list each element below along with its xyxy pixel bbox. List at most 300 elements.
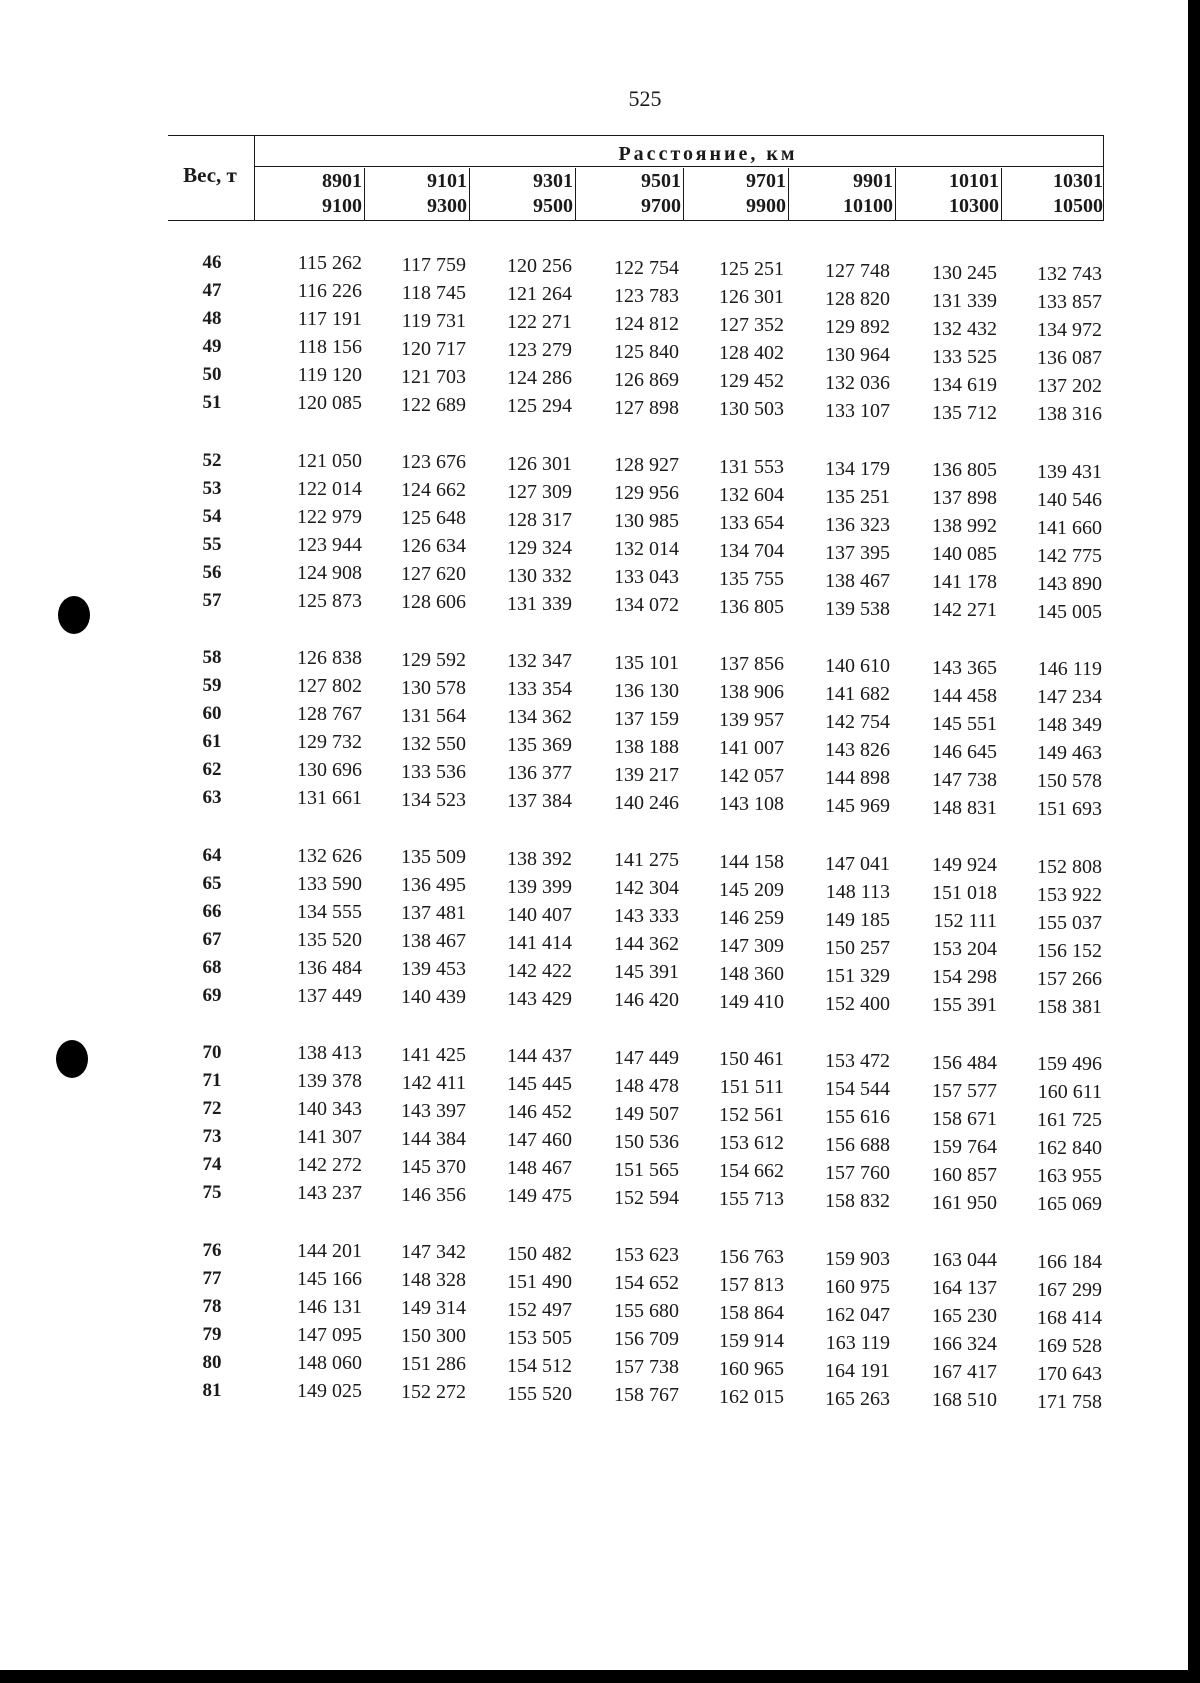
rate-cell: 118 745 [401,281,466,304]
rate-cell: 150 300 [401,1325,466,1348]
rate-cell: 149 463 [1037,742,1102,765]
rate-cell: 153 922 [1037,883,1102,906]
rate-cell: 140 343 [297,1098,362,1120]
weight-cell: 67 [202,928,222,950]
rate-cell: 136 805 [932,459,997,482]
range-from: 9501 [641,170,681,192]
rate-cell: 129 592 [401,648,466,671]
rate-cell: 155 391 [932,994,997,1017]
rate-cell: 150 578 [1037,770,1102,793]
rate-cell: 124 662 [401,479,466,502]
rate-cell: 148 328 [401,1269,466,1292]
rate-cell: 115 262 [297,252,362,274]
table-row [0,1323,1188,1357]
rate-cell: 134 555 [297,900,362,923]
rate-cell: 128 317 [507,508,572,531]
rate-cell: 147 342 [401,1241,466,1264]
range-from: 9701 [746,170,786,192]
weight-cell: 69 [202,984,222,1006]
rate-cell: 138 467 [825,569,890,592]
rate-cell: 134 704 [719,539,784,562]
rate-cell: 135 509 [401,846,466,869]
rate-cell: 153 472 [825,1050,890,1072]
table-row [0,1182,1188,1216]
page-number: 525 [628,86,662,111]
rate-cell: 117 759 [401,253,466,276]
rate-cell: 159 903 [825,1247,890,1270]
rate-cell: 136 087 [1037,347,1102,370]
table-row [0,1267,1188,1301]
rate-cell: 149 924 [932,854,997,877]
rate-cell: 122 271 [507,311,572,334]
rate-cell: 129 452 [719,370,784,393]
rate-cell: 138 316 [1037,403,1102,426]
rate-cell: 139 538 [825,597,890,620]
weight-cell: 54 [202,505,222,527]
rate-cell: 133 354 [507,678,572,701]
weight-cell: 77 [202,1267,222,1289]
rate-cell: 145 005 [1037,600,1102,623]
rate-cell: 143 397 [401,1099,466,1122]
rate-cell: 162 047 [825,1303,890,1326]
rate-cell: 144 458 [932,684,997,707]
weight-cell: 46 [202,252,222,273]
rate-cell: 139 217 [614,763,679,786]
rate-cell: 154 544 [825,1078,890,1100]
weight-cell: 61 [202,731,222,752]
rate-cell: 142 775 [1037,544,1102,567]
rate-cell: 152 272 [401,1381,466,1404]
rate-cell: 143 108 [719,793,784,816]
rate-cell: 158 864 [719,1301,784,1324]
rate-cell: 147 095 [297,1323,362,1346]
weight-cell: 73 [202,1126,222,1147]
table-row [0,1295,1188,1329]
table-row [0,252,1188,286]
rate-cell: 144 384 [401,1127,466,1150]
table-row [0,1154,1188,1188]
rate-cell: 133 043 [614,566,679,589]
rate-cell: 145 969 [825,795,890,817]
rate-cell: 150 536 [614,1130,679,1153]
rate-cell: 135 520 [297,928,362,951]
rate-cell: 167 417 [932,1361,997,1384]
rate-cell: 127 309 [507,480,572,503]
rate-cell: 126 301 [719,286,784,309]
rate-cell: 142 304 [614,877,679,900]
rate-cell: 144 201 [297,1239,362,1262]
rate-cell: 151 329 [825,964,890,987]
rate-cell: 142 271 [932,599,997,622]
rate-cell: 147 738 [932,768,997,791]
rate-cell: 118 156 [297,336,362,358]
rate-cell: 128 402 [719,342,784,365]
rate-cell: 154 662 [719,1160,784,1183]
rate-cell: 127 620 [401,563,466,586]
range-to: 9100 [322,195,362,217]
rate-cell: 123 944 [297,533,362,556]
rate-cell: 145 209 [719,878,784,901]
weight-cell: 53 [202,477,222,499]
table-row [0,364,1188,398]
rate-cell: 161 950 [932,1191,997,1214]
weight-cell: 50 [202,364,222,385]
rate-cell: 122 754 [614,256,679,279]
range-from: 8901 [322,170,362,192]
rate-cell: 131 564 [401,704,466,727]
rate-cell: 132 036 [825,372,890,394]
rate-cell: 135 712 [932,401,997,424]
table-row [0,477,1188,511]
rate-cell: 151 693 [1037,798,1102,821]
rate-cell: 148 831 [932,796,997,819]
rate-cell: 162 840 [1037,1137,1102,1160]
rate-cell: 129 324 [507,536,572,559]
rate-cell: 121 703 [401,365,466,388]
table-row [0,1351,1188,1385]
weight-cell: 76 [202,1239,222,1261]
rate-cell: 136 130 [614,679,679,702]
rate-cell: 144 437 [507,1045,572,1068]
rate-cell: 126 838 [297,647,362,669]
rate-cell: 131 553 [719,455,784,478]
rate-cell: 135 101 [614,651,679,674]
rate-cell: 152 594 [614,1186,679,1209]
rate-cell: 137 898 [932,487,997,510]
weight-cell: 79 [202,1323,222,1345]
rate-cell: 148 360 [719,962,784,985]
rate-cell: 148 349 [1037,714,1102,737]
weight-cell: 63 [202,787,222,808]
rate-cell: 139 378 [297,1070,362,1092]
rate-cell: 157 266 [1037,967,1102,990]
rate-cell: 134 179 [825,457,890,480]
rate-cell: 155 520 [507,1382,572,1405]
rate-cell: 138 992 [932,515,997,538]
rate-cell: 143 826 [825,739,890,761]
rate-cell: 141 425 [401,1043,466,1066]
table-row [0,872,1188,906]
weight-cell: 57 [202,589,222,611]
rate-cell: 128 927 [614,454,679,477]
rate-cell: 153 505 [507,1326,572,1349]
rate-cell: 131 339 [932,289,997,312]
rate-cell: 145 551 [932,712,997,735]
rate-cell: 157 760 [825,1162,890,1184]
range-from: 9901 [853,170,893,192]
weight-cell: 81 [202,1379,222,1401]
rate-cell: 148 113 [825,880,890,903]
rate-cell: 151 565 [614,1158,679,1181]
rate-cell: 146 119 [1037,658,1102,681]
rate-cell: 155 680 [614,1300,679,1323]
rate-cell: 165 069 [1037,1193,1102,1216]
rate-cell: 125 873 [297,589,362,612]
rate-cell: 124 812 [614,312,679,335]
table-row [0,1070,1188,1104]
rate-cell: 150 257 [825,936,890,959]
weight-cell: 52 [202,449,222,471]
range-from: 9101 [427,170,467,192]
rate-cell: 123 676 [401,451,466,474]
rate-cell: 153 623 [614,1244,679,1267]
rate-cell: 147 234 [1037,686,1102,709]
rate-cell: 128 606 [401,591,466,614]
rate-cell: 152 561 [719,1104,784,1127]
weight-cell: 66 [202,900,222,922]
rate-cell: 130 503 [719,398,784,421]
rate-cell: 146 356 [401,1183,466,1206]
rate-cell: 139 431 [1037,460,1102,483]
rate-cell: 166 324 [932,1333,997,1356]
rate-cell: 169 528 [1037,1334,1102,1357]
rate-cell: 150 482 [507,1242,572,1265]
range-to: 10500 [1053,195,1103,217]
rate-cell: 128 820 [825,288,890,310]
rate-cell: 135 251 [825,485,890,508]
rate-cell: 156 763 [719,1245,784,1268]
weight-cell: 55 [202,533,222,555]
rate-cell: 140 246 [614,791,679,814]
rate-cell: 125 251 [719,258,784,281]
table-row [0,280,1188,314]
rate-cell: 133 590 [297,872,362,895]
rate-cell: 158 381 [1037,995,1102,1018]
rate-cell: 143 429 [507,987,572,1010]
rate-cell: 164 137 [932,1277,997,1300]
table-row [0,787,1188,821]
rate-cell: 153 612 [719,1132,784,1155]
rate-cell: 139 957 [719,709,784,732]
rate-cell: 158 832 [825,1190,890,1212]
rate-cell: 146 131 [297,1295,362,1318]
rate-cell: 138 467 [401,930,466,953]
rate-cell: 151 286 [401,1353,466,1376]
rate-cell: 132 014 [614,538,679,561]
rate-cell: 149 475 [507,1185,572,1208]
rate-cell: 137 856 [719,653,784,676]
weight-cell: 75 [202,1182,222,1203]
rate-cell: 140 610 [825,655,890,677]
rate-cell: 128 767 [297,703,362,725]
rate-cell: 134 362 [507,706,572,729]
rate-cell: 122 689 [401,393,466,416]
rate-cell: 149 410 [719,990,784,1013]
table-row [0,1126,1188,1160]
rate-cell: 151 490 [507,1270,572,1293]
rate-cell: 138 413 [297,1042,362,1064]
rate-cell: 131 339 [507,592,572,615]
rate-cell: 129 956 [614,482,679,505]
weight-cell: 80 [202,1351,222,1373]
rate-cell: 133 536 [401,760,466,783]
rate-cell: 129 892 [825,316,890,338]
rate-cell: 137 395 [825,541,890,564]
table-row [0,647,1188,681]
rate-cell: 147 460 [507,1129,572,1152]
rate-cell: 137 449 [297,984,362,1007]
rate-cell: 142 272 [297,1154,362,1176]
rate-cell: 156 688 [825,1134,890,1156]
rate-cell: 142 411 [401,1071,466,1094]
rate-cell: 117 191 [297,308,362,330]
rate-cell: 171 758 [1037,1390,1102,1413]
rate-cell: 127 748 [825,260,890,282]
rate-cell: 151 018 [932,882,997,905]
rate-cell: 130 964 [825,344,890,366]
rate-cell: 166 184 [1037,1250,1102,1273]
weight-cell: 58 [202,647,222,668]
table-row [0,336,1188,370]
rate-cell: 149 507 [614,1102,679,1125]
rate-cell: 136 377 [507,762,572,785]
table-row [0,844,1188,878]
rate-cell: 162 015 [719,1385,784,1408]
rate-cell: 163 119 [825,1331,890,1354]
range-from: 10301 [1053,170,1103,192]
rate-cell: 134 072 [614,594,679,617]
table-row [0,1042,1188,1076]
rate-cell: 144 898 [825,767,890,789]
rate-cell: 134 523 [401,788,466,811]
rate-cell: 147 309 [719,934,784,957]
rate-cell: 152 808 [1037,855,1102,878]
rate-cell: 138 392 [507,847,572,870]
rate-cell: 123 783 [614,284,679,307]
weight-cell: 68 [202,956,222,978]
rate-cell: 141 307 [297,1126,362,1148]
rate-cell: 130 245 [932,261,997,284]
range-from: 10101 [949,170,999,192]
rate-cell: 145 370 [401,1155,466,1178]
rate-cell: 129 732 [297,731,362,753]
table-row [0,392,1188,426]
rate-cell: 122 979 [297,505,362,528]
rate-cell: 158 671 [932,1107,997,1130]
rate-cell: 134 972 [1037,319,1102,342]
rate-cell: 145 391 [614,961,679,984]
rate-cell: 160 611 [1037,1081,1102,1104]
rate-cell: 165 263 [825,1387,890,1410]
rate-cell: 150 461 [719,1048,784,1071]
weight-cell: 59 [202,675,222,696]
rate-cell: 142 057 [719,765,784,788]
rate-cell: 157 813 [719,1273,784,1296]
rate-cell: 119 731 [401,309,466,332]
rate-cell: 160 965 [719,1357,784,1380]
rate-cell: 147 041 [825,852,890,875]
rate-cell: 161 725 [1037,1109,1102,1132]
rate-cell: 154 512 [507,1354,572,1377]
rate-cell: 160 975 [825,1275,890,1298]
table-row [0,1379,1188,1413]
rate-cell: 132 347 [507,650,572,673]
rate-cell: 145 166 [297,1267,362,1290]
rate-cell: 139 399 [507,875,572,898]
rate-cell: 138 906 [719,681,784,704]
table-row [0,561,1188,595]
rate-cell: 135 369 [507,734,572,757]
rate-cell: 130 696 [297,759,362,781]
range-to: 9900 [746,195,786,217]
rate-cell: 154 652 [614,1272,679,1295]
rate-cell: 136 484 [297,956,362,979]
rate-cell: 120 256 [507,255,572,278]
table-row [0,956,1188,990]
rate-cell: 130 578 [401,676,466,699]
rate-cell: 131 661 [297,787,362,809]
rate-cell: 130 985 [614,510,679,533]
weight-column-header: Вес, т [183,163,237,187]
rate-cell: 155 037 [1037,911,1102,934]
rate-cell: 119 120 [297,364,362,386]
rate-cell: 136 805 [719,595,784,618]
range-to: 9300 [427,195,467,217]
rate-cell: 159 764 [932,1135,997,1158]
weight-cell: 47 [202,280,222,301]
rate-cell: 123 279 [507,339,572,362]
rate-cell: 152 400 [825,992,890,1015]
rate-cell: 170 643 [1037,1362,1102,1385]
weight-cell: 60 [202,703,222,724]
rate-cell: 126 869 [614,368,679,391]
rate-cell: 159 496 [1037,1053,1102,1076]
table-row [0,703,1188,737]
rate-cell: 155 616 [825,1106,890,1128]
rate-cell: 167 299 [1037,1278,1102,1301]
table-row [0,675,1188,709]
rate-cell: 140 407 [507,903,572,926]
rate-cell: 146 645 [932,740,997,763]
rate-cell: 154 298 [932,966,997,989]
rate-cell: 141 682 [825,683,890,705]
rate-cell: 127 352 [719,314,784,337]
rate-cell: 158 767 [614,1384,679,1407]
table-row [0,731,1188,765]
rate-cell: 168 414 [1037,1306,1102,1329]
rate-cell: 132 743 [1037,263,1102,286]
rate-cell: 156 152 [1037,939,1102,962]
rate-cell: 126 301 [507,452,572,475]
rate-cell: 157 738 [614,1356,679,1379]
range-to: 9500 [533,195,573,217]
rate-cell: 159 914 [719,1329,784,1352]
rate-cell: 164 191 [825,1359,890,1382]
table-row [0,928,1188,962]
rate-cell: 137 481 [401,902,466,925]
rate-cell: 146 420 [614,989,679,1012]
rate-cell: 132 604 [719,483,784,506]
rate-cell: 136 495 [401,874,466,897]
weight-cell: 65 [202,872,222,894]
rate-cell: 130 332 [507,564,572,587]
rate-cell: 149 025 [297,1379,362,1402]
range-from: 9301 [533,170,573,192]
table-row [0,1098,1188,1132]
weight-cell: 74 [202,1154,222,1175]
rate-cell: 132 550 [401,732,466,755]
rate-cell: 127 802 [297,675,362,697]
rate-cell: 137 202 [1037,375,1102,398]
range-to: 10100 [843,195,893,217]
rate-cell: 136 323 [825,513,890,536]
rate-cell: 122 014 [297,477,362,500]
weight-cell: 78 [202,1295,222,1317]
rate-cell: 148 060 [297,1351,362,1374]
rate-cell: 141 178 [932,571,997,594]
rate-cell: 152 111 [933,910,997,933]
rate-cell: 156 484 [932,1051,997,1074]
